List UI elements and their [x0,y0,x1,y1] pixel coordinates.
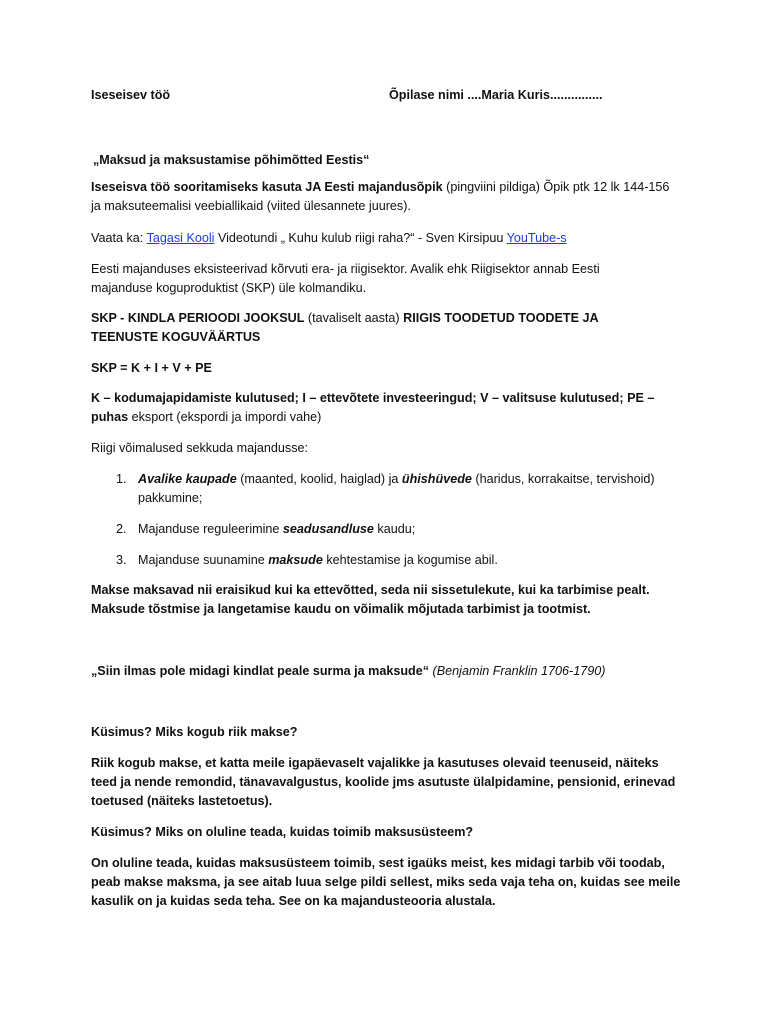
list-text [138,551,678,570]
list-text-part: kehtestamise ja kogumise abil. [322,553,498,567]
skp-definition [91,309,651,347]
see-also-line [91,229,691,248]
sectors-paragraph: Eesti majanduses eksisteerivad kõrvuti era- ja riigisektor. Avalik ehk Riigisektor annab Eesti majanduse koguproduktist (SKP) üle kolmandiku. [91,262,600,295]
list-text-part: kaudu; [373,522,416,536]
header-left: Iseseisev töö [91,88,171,102]
question-2: Küsimus? Miks on oluline teada, kuidas toimib maksusüsteem? [91,825,474,839]
skp-def-normal: (tavaliselt aasta) [304,311,404,325]
quote-text: „Siin ilmas pole midagi kindlat peale surma ja maksude“ [91,664,430,678]
intro-paragraph [91,178,681,216]
document-title: „Maksud ja maksustamise põhimõtted Eestis“ [93,153,370,167]
skp-formula: SKP = K + I + V + PE [91,361,212,375]
list-text-part: Majanduse suunamine [138,553,269,567]
formula-legend [91,389,681,427]
emphasis-common-goods: ühishüvede [401,472,472,486]
list-number: 1. [116,472,127,486]
quote-author: (Benjamin Franklin 1706-1790) [429,664,606,678]
see-also-middle: Videotundi „ Kuhu kulub riigi raha?“ - Sven Kirsipuu [214,231,507,245]
list-text-part: (maanted, koolid, haiglad) ja [236,472,402,486]
taxes-paragraph: Makse maksavad nii eraisikud kui ka ettevõtted, seda nii sissetulekute, kui ka tarbimise pealt. Maksude tõstmise ja langetamise kaudu on võimalik mõjutada tarbimist ja tootmist. [91,583,650,616]
list-number: 3. [116,553,127,567]
emphasis-taxes: maksude [268,553,323,567]
emphasis-public-goods: Avalike kaupade [138,472,237,486]
question-1: Küsimus? Miks kogub riik makse? [91,725,298,739]
youtube-link[interactable]: YouTube-s [506,231,567,245]
options-title: Riigi võimalused sekkuda majandusse: [91,441,309,455]
emphasis-legislation: seadusandluse [282,522,374,536]
legend-rest: eksport (ekspordi ja impordi vahe) [128,410,322,424]
answer-1: Riik kogub makse, et katta meile igapäevaselt vajalikke ja kasutuses olevaid teenuseid, näiteks teed ja nende remondid, tänavavalgustus, koolide jms asutuste ülalpidamine, pensionid, erinevad toetused (näiteks lastetoetus). [91,756,676,808]
see-also-prefix: Vaata ka: [91,231,147,245]
list-text-part: (haridus, korrakaitse, tervishoid) pakkumine; [138,472,655,505]
answer-2: On oluline teada, kuidas maksusüsteem toimib, sest igaüks meist, kes midagi tarbib või toodab, peab makse maksma, ja see aitab luua selge pildi sellest, miks seda vaja teha on, kuidas see meile kasulik on ja kuidas seda teha. See on ka majandusteooria alustala. [91,856,681,908]
list-text [138,470,678,508]
list-text [138,520,678,539]
list-text-part: Majanduse reguleerimine [138,522,283,536]
intro-rest: (pingviini pildiga) Õpik ptk 12 lk 144-156 ja maksuteemalisi veebiallikaid (viited ülesannete juures). [91,180,670,213]
intro-bold: Iseseisva töö sooritamiseks kasuta JA Eesti majandusõpik [91,180,443,194]
list-number: 2. [116,522,127,536]
tagasi-kooli-link[interactable]: Tagasi Kooli [146,231,215,245]
skp-def-bold2: RIIGIS TOODETUD TOODETE JA TEENUSTE KOGUVÄÄRTUS [91,311,599,344]
franklin-quote [91,662,691,681]
legend-bold: K – kodumajapidamiste kulutused; I – ettevõtete investeeringud; V – valitsuse kulutused; PE – puhas [91,391,655,424]
skp-def-bold1: SKP - KINDLA PERIOODI JOOKSUL [91,311,305,325]
student-name: Õpilase nimi ....Maria Kuris............... [389,88,603,102]
